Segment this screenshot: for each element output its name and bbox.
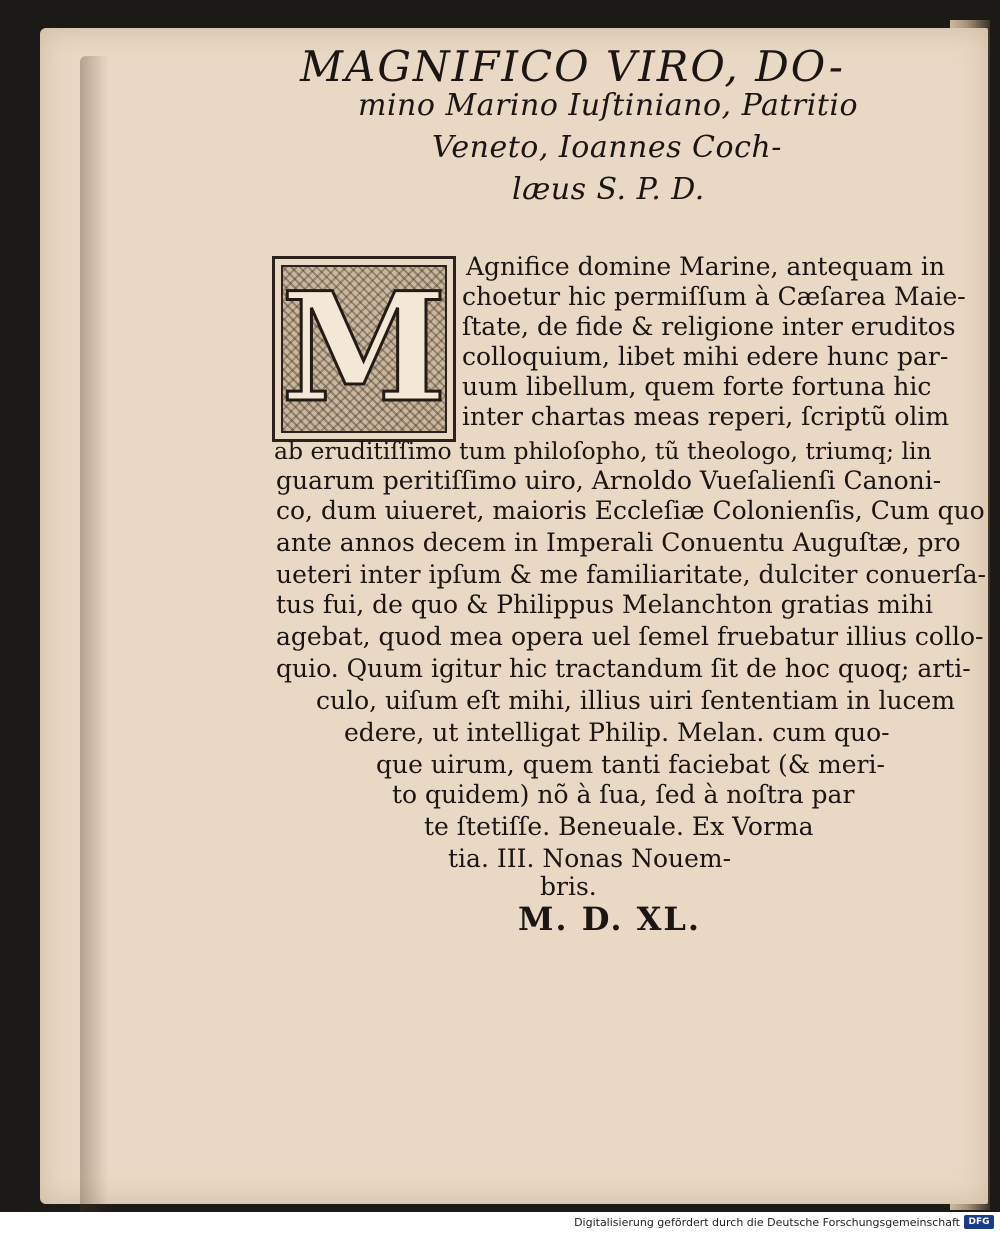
body-line-1: Agnifice domine Marine, antequam in xyxy=(466,252,946,281)
digitization-footer xyxy=(0,1212,1000,1233)
heading-line-4: læus S. P. D. xyxy=(512,172,705,207)
body-line-14: quio. Quum igitur hic tractandum ſit de hoc quoq; arti- xyxy=(276,654,971,683)
body-line-4: colloquium, libet mihi edere hunc par- xyxy=(462,342,949,371)
body-line-3: ſtate, de fide & religione inter eruditos xyxy=(462,312,956,341)
footer-text: Digitalisierung gefördert durch die Deutsche Forschungsgemeinschaft xyxy=(574,1216,960,1229)
body-line-8: guarum peritiſſimo uiro, Arnoldo Vueſalienſi Canoni- xyxy=(276,466,942,495)
heading-line-3: Veneto, Ioannes Coch- xyxy=(432,130,782,165)
body-line-10: ante annos decem in Imperali Conuentu Auguſtæ, pro xyxy=(276,528,961,557)
body-line-12: tus fui, de quo & Philippus Melanchton gratias mihi xyxy=(276,590,934,619)
body-line-13: agebat, quod mea opera uel ſemel fruebatur illius collo- xyxy=(276,622,984,651)
body-line-7: ab eruditiſſimo tum philoſopho, tũ theologo, triumq; lin xyxy=(274,437,932,465)
body-line-19: te ſtetiſſe. Beneuale. Ex Vorma xyxy=(424,812,814,841)
body-line-15: culo, uiſum eſt mihi, illius uiri ſententiam in lucem xyxy=(316,686,956,715)
heading-line-1: MΑGNIFICO VIRO, DO- xyxy=(300,42,845,91)
body-line-11: ueteri inter ipſum & me familiaritate, dulciter conuerſa- xyxy=(276,560,986,589)
body-line-21: bris. xyxy=(540,872,597,901)
body-line-18: to quidem) nõ à ſua, ſed à noſtra par xyxy=(392,780,855,809)
decorated-initial xyxy=(272,256,456,442)
dfg-logo: DFG xyxy=(964,1215,994,1229)
heading-line-2: mino Marino Iuſtiniano, Patritio xyxy=(358,88,859,123)
body-line-20: tia. III. Nonas Nouem- xyxy=(448,844,732,873)
body-line-2: choetur hic permiſſum à Cæſarea Maie- xyxy=(462,282,966,311)
body-line-9: co, dum uiueret, maioris Eccleſiæ Colonienſis, Cum quo xyxy=(276,496,985,525)
date-line: M. D. XL. xyxy=(518,900,702,938)
body-line-6: inter chartas meas reperi, ſcriptũ olim xyxy=(462,402,950,431)
body-line-17: que uirum, quem tanti faciebat (& meri- xyxy=(376,750,885,779)
page-spine-shadow xyxy=(80,56,108,1212)
initial-letter: M xyxy=(280,260,448,436)
body-line-5: uum libellum, quem forte fortuna hic xyxy=(462,372,932,401)
body-line-16: edere, ut intelligat Philip. Melan. cum quo- xyxy=(344,718,890,747)
